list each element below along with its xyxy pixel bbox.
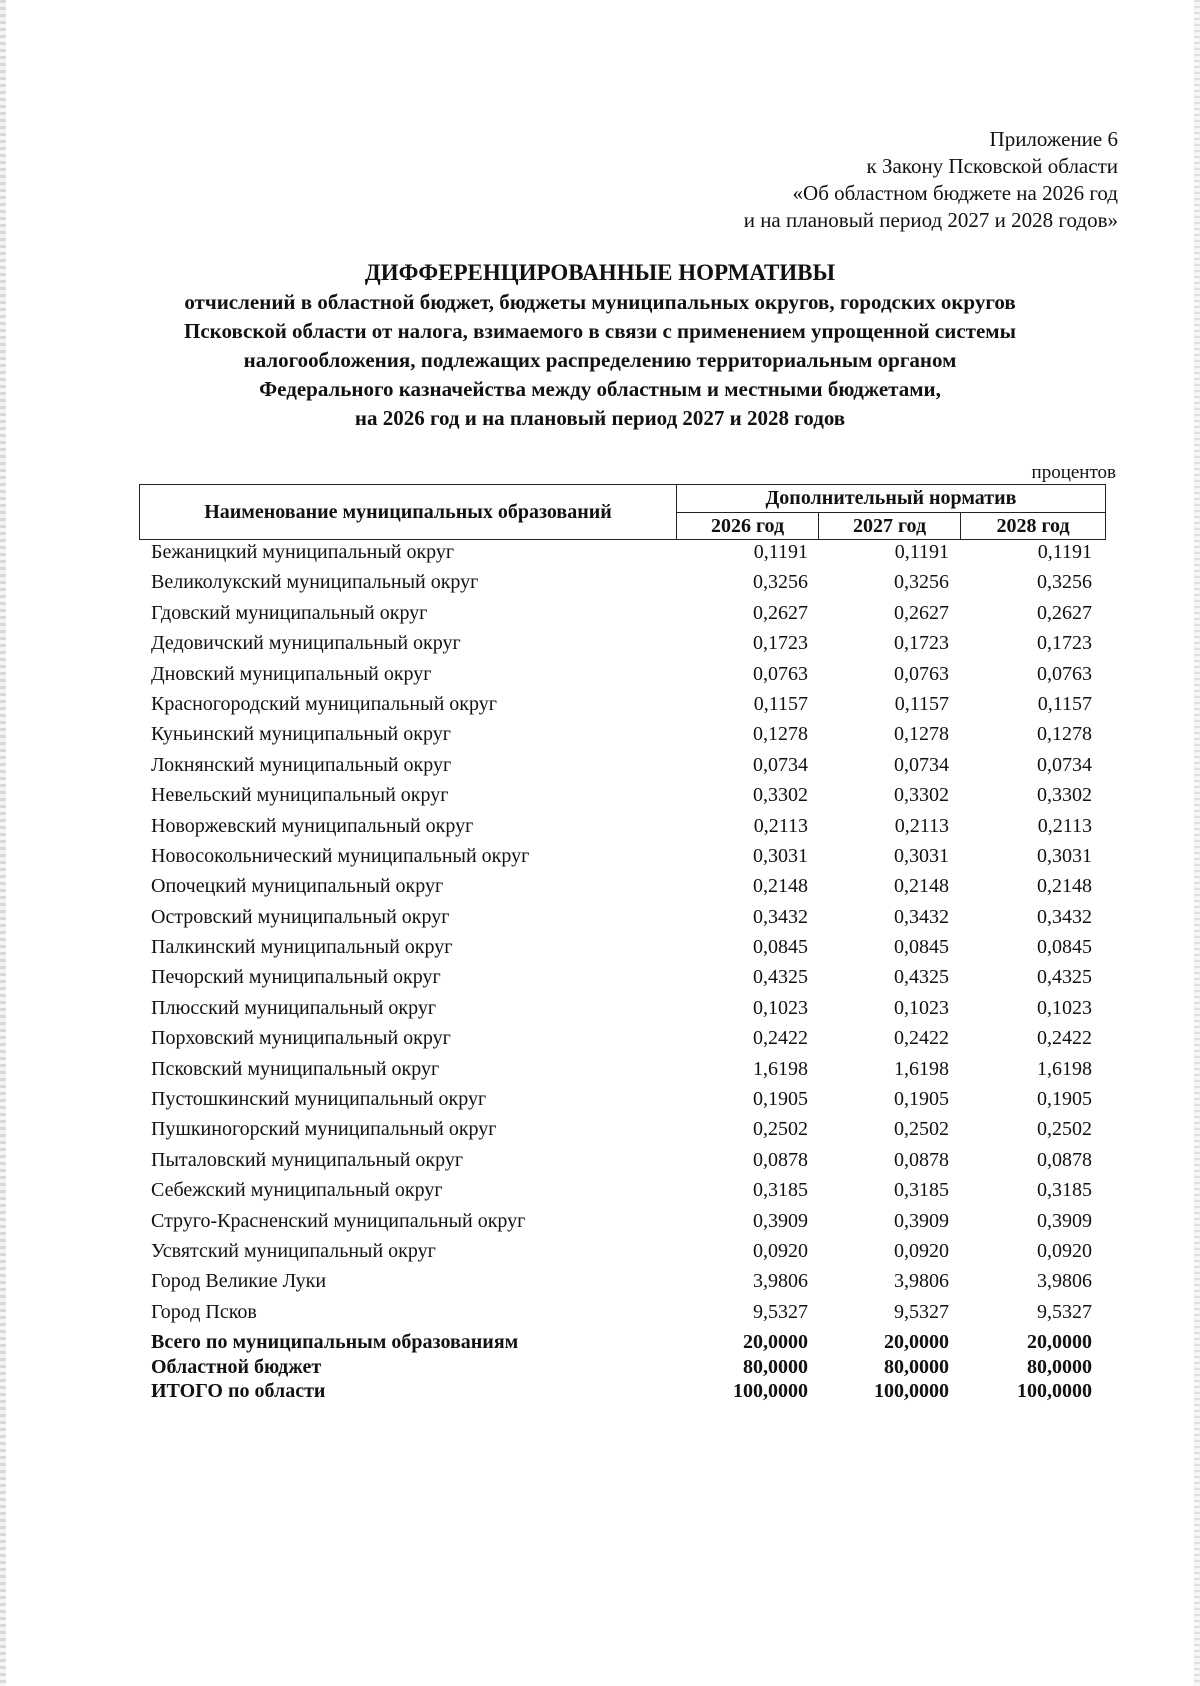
value-2027: 0,0878 <box>894 1148 949 1171</box>
value-2026: 0,3185 <box>753 1179 808 1202</box>
row-name: Красногородский муниципальный округ <box>151 692 497 715</box>
value-2028: 0,3432 <box>1037 905 1092 928</box>
title-line: Федерального казначейства между областным и местными бюджетами, <box>259 377 941 401</box>
table-header <box>139 484 1106 540</box>
value-2026: 0,3256 <box>753 571 808 594</box>
row-name: Усвятский муниципальный округ <box>151 1239 436 1262</box>
value-2026: 9,5327 <box>753 1300 808 1323</box>
row-name: Дновский муниципальный округ <box>151 662 432 685</box>
value-2026: 80,0000 <box>743 1355 808 1378</box>
row-name: Пустошкинский муниципальный округ <box>151 1088 487 1111</box>
table-row <box>0 1024 1200 1054</box>
value-2027: 0,1157 <box>894 692 949 715</box>
table-row <box>0 1085 1200 1115</box>
value-2027: 0,3432 <box>894 905 949 928</box>
value-2028: 9,5327 <box>1037 1300 1092 1323</box>
table-row <box>0 933 1200 963</box>
table-row <box>0 1298 1200 1328</box>
value-2026: 0,1191 <box>753 541 808 563</box>
value-2028: 0,2502 <box>1037 1118 1092 1141</box>
table-row <box>0 963 1200 993</box>
value-2026: 0,1023 <box>753 996 808 1019</box>
value-2028: 0,3302 <box>1037 784 1092 807</box>
value-2027: 9,5327 <box>894 1300 949 1323</box>
value-2028: 0,3031 <box>1037 844 1092 867</box>
value-2026: 0,1723 <box>753 632 808 655</box>
table-row <box>0 1207 1200 1237</box>
header-name-column: Наименование муниципальных образований <box>140 485 677 539</box>
value-2027: 0,2148 <box>894 875 949 898</box>
table-body <box>0 538 1200 1328</box>
table-row <box>0 599 1200 629</box>
value-2028: 0,0845 <box>1037 936 1092 959</box>
value-2026: 3,9806 <box>753 1270 808 1293</box>
row-name: Палкинский муниципальный округ <box>151 936 453 959</box>
appendix-note <box>744 126 1118 234</box>
header-year-2028: 2028 год <box>996 514 1070 537</box>
table-row <box>0 842 1200 872</box>
table-row <box>0 1055 1200 1085</box>
value-2028: 0,2113 <box>1037 814 1092 837</box>
value-2026: 0,2502 <box>753 1118 808 1141</box>
row-name: Псковский муниципальный округ <box>151 1057 440 1080</box>
row-name: Город Великие Луки <box>151 1270 327 1293</box>
value-2027: 0,0763 <box>894 662 949 685</box>
value-2027: 0,1023 <box>894 996 949 1019</box>
appendix-line: Приложение 6 <box>989 127 1118 151</box>
header-group: Дополнительный норматив <box>677 485 1105 513</box>
value-2028: 0,1905 <box>1037 1088 1092 1111</box>
value-2028: 0,0763 <box>1037 662 1092 685</box>
value-2028: 80,0000 <box>1027 1355 1092 1378</box>
value-2028: 100,0000 <box>1017 1380 1092 1402</box>
row-name: Всего по муниципальным образованиям <box>151 1331 519 1353</box>
value-2028: 0,1278 <box>1037 723 1092 746</box>
value-2028: 0,0920 <box>1037 1239 1092 1262</box>
table-row <box>0 1115 1200 1145</box>
row-name: Плюсский муниципальный округ <box>151 996 437 1019</box>
appendix-line: «Об областном бюджете на 2026 год <box>792 181 1118 205</box>
header-year-2027: 2027 год <box>819 513 961 539</box>
value-2027: 0,3256 <box>894 571 949 594</box>
title-line: Псковской области от налога, взимаемого в связи с применением упрощенной системы <box>184 319 1016 343</box>
value-2028: 0,1157 <box>1037 692 1092 715</box>
value-2027: 0,2113 <box>894 814 949 837</box>
value-2028: 0,3909 <box>1037 1209 1092 1232</box>
title-main: ДИФФЕРЕНЦИРОВАННЫЕ НОРМАТИВЫ <box>364 260 836 285</box>
value-2026: 0,3432 <box>753 905 808 928</box>
value-2026: 0,0734 <box>753 753 808 776</box>
value-2027: 0,3909 <box>894 1209 949 1232</box>
row-name: ИТОГО по области <box>151 1380 326 1402</box>
value-2027: 20,0000 <box>884 1331 949 1353</box>
title-line: отчислений в областной бюджет, бюджеты муниципальных округов, городских округов <box>184 290 1016 314</box>
table-row <box>0 720 1200 750</box>
value-2026: 0,4325 <box>753 966 808 989</box>
value-2027: 0,3185 <box>894 1179 949 1202</box>
row-name: Пушкиногорский муниципальный округ <box>151 1118 497 1141</box>
value-2026: 0,1905 <box>753 1088 808 1111</box>
row-name: Город Псков <box>151 1300 257 1323</box>
table-row <box>0 629 1200 659</box>
value-2027: 0,0734 <box>894 753 949 776</box>
value-2027: 0,2502 <box>894 1118 949 1141</box>
value-2028: 0,2627 <box>1037 601 1092 624</box>
table-row <box>0 781 1200 811</box>
value-2028: 20,0000 <box>1027 1331 1092 1353</box>
table-row <box>0 1267 1200 1297</box>
value-2026: 0,2113 <box>753 814 808 837</box>
value-2028: 0,3256 <box>1037 571 1092 594</box>
totals-row <box>0 1356 1200 1381</box>
value-2027: 0,1905 <box>894 1088 949 1111</box>
table-row <box>0 538 1200 568</box>
table-row <box>0 994 1200 1024</box>
row-name: Печорский муниципальный округ <box>151 966 441 989</box>
table-row <box>0 690 1200 720</box>
appendix-line: и на плановый период 2027 и 2028 годов» <box>743 208 1118 232</box>
row-name: Дедовичский муниципальный округ <box>151 632 461 655</box>
row-name: Новосокольнический муниципальный округ <box>151 844 530 867</box>
row-name: Локнянский муниципальный округ <box>151 753 452 776</box>
table-totals <box>0 1331 1200 1405</box>
row-name: Областной бюджет <box>151 1355 322 1378</box>
appendix-line: к Закону Псковской области <box>866 154 1118 178</box>
value-2028: 0,4325 <box>1037 966 1092 989</box>
value-2027: 0,4325 <box>894 966 949 989</box>
row-name: Себежский муниципальный округ <box>151 1179 443 1202</box>
table-row <box>0 1237 1200 1267</box>
row-name: Пыталовский муниципальный округ <box>151 1148 464 1171</box>
value-2027: 3,9806 <box>894 1270 949 1293</box>
value-2028: 0,1191 <box>1037 541 1092 563</box>
unit-label: процентов <box>1031 462 1116 483</box>
value-2028: 0,0878 <box>1037 1148 1092 1171</box>
table-row <box>0 1146 1200 1176</box>
value-2027: 0,2627 <box>894 601 949 624</box>
value-2026: 0,3302 <box>753 784 808 807</box>
value-2026: 0,2148 <box>753 875 808 898</box>
value-2027: 0,1191 <box>894 541 949 563</box>
value-2028: 0,1023 <box>1037 996 1092 1019</box>
value-2026: 20,0000 <box>743 1331 808 1353</box>
value-2027: 0,0845 <box>894 936 949 959</box>
value-2027: 0,1278 <box>894 723 949 746</box>
table-row <box>0 1176 1200 1206</box>
title-line: налогообложения, подлежащих распределению территориальным органом <box>243 348 957 372</box>
value-2028: 0,2422 <box>1037 1027 1092 1050</box>
row-name: Островский муниципальный округ <box>151 905 450 928</box>
value-2026: 0,0920 <box>753 1239 808 1262</box>
value-2026: 0,3031 <box>753 844 808 867</box>
value-2027: 0,3031 <box>894 844 949 867</box>
value-2028: 0,2148 <box>1037 875 1092 898</box>
row-name: Бежаницкий муниципальный округ <box>151 541 455 563</box>
row-name: Великолукский муниципальный округ <box>151 571 479 594</box>
value-2026: 100,0000 <box>733 1380 808 1402</box>
value-2028: 0,0734 <box>1037 753 1092 776</box>
value-2028: 0,3185 <box>1037 1179 1092 1202</box>
value-2026: 0,1157 <box>753 692 808 715</box>
row-name: Куньинский муниципальный округ <box>151 723 451 746</box>
table-row <box>0 660 1200 690</box>
value-2026: 0,0763 <box>753 662 808 685</box>
value-2026: 0,2627 <box>753 601 808 624</box>
document-title <box>60 258 1140 433</box>
value-2026: 0,3909 <box>753 1209 808 1232</box>
value-2026: 0,1278 <box>753 723 808 746</box>
value-2026: 0,0878 <box>753 1148 808 1171</box>
value-2027: 100,0000 <box>874 1380 949 1402</box>
value-2028: 3,9806 <box>1037 1270 1092 1293</box>
totals-row <box>0 1331 1200 1356</box>
row-name: Новоржевский муниципальный округ <box>151 814 474 837</box>
value-2027: 0,3302 <box>894 784 949 807</box>
table-row <box>0 751 1200 781</box>
value-2027: 80,0000 <box>884 1355 949 1378</box>
table-row <box>0 872 1200 902</box>
table-row <box>0 812 1200 842</box>
value-2027: 0,0920 <box>894 1239 949 1262</box>
value-2028: 1,6198 <box>1037 1057 1092 1080</box>
value-2028: 0,1723 <box>1037 632 1092 655</box>
value-2027: 0,2422 <box>894 1027 949 1050</box>
value-2026: 0,0845 <box>753 936 808 959</box>
totals-row <box>0 1380 1200 1405</box>
value-2026: 0,2422 <box>753 1027 808 1050</box>
row-name: Гдовский муниципальный округ <box>151 601 428 624</box>
row-name: Порховский муниципальный округ <box>151 1027 451 1050</box>
row-name: Струго-Красненский муниципальный округ <box>151 1209 526 1232</box>
title-line: на 2026 год и на плановый период 2027 и 2028 годов <box>354 406 846 430</box>
row-name: Невельский муниципальный округ <box>151 784 449 807</box>
table-row <box>0 903 1200 933</box>
value-2027: 0,1723 <box>894 632 949 655</box>
header-year-2026: 2026 год <box>677 513 819 539</box>
row-name: Опочецкий муниципальный округ <box>151 875 444 898</box>
value-2027: 1,6198 <box>894 1057 949 1080</box>
value-2026: 1,6198 <box>753 1057 808 1080</box>
table-row <box>0 568 1200 598</box>
